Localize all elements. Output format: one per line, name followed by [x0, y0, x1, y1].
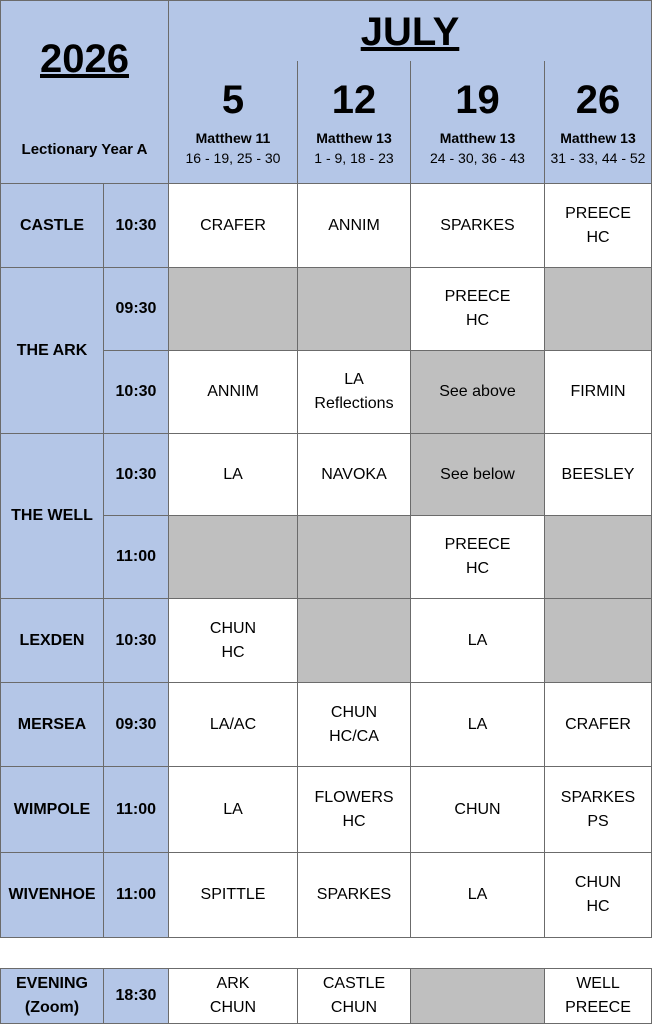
day-number: 26: [575, 78, 621, 122]
preacher: LA: [344, 371, 364, 388]
rota-cell-empty: [297, 598, 411, 683]
venue-name: WIMPOLE: [13, 800, 91, 818]
rota-cell: [297, 682, 411, 767]
rota-cell: [544, 433, 652, 516]
rota-cell-empty: [544, 515, 652, 599]
service-type: HC: [342, 812, 366, 830]
venue-name: THE ARK: [16, 341, 88, 359]
service-type: PS: [587, 812, 609, 830]
rota-cell: [168, 183, 298, 268]
service-type: HC/CA: [329, 727, 379, 745]
preacher: ANNIM: [207, 383, 259, 400]
preacher: PREECE: [565, 204, 631, 222]
time-cell: [103, 183, 169, 268]
venue-subtitle: (Zoom): [24, 999, 80, 1016]
venue-cell-lexden: [0, 598, 104, 683]
rota-cell: [168, 852, 298, 938]
preacher: CHUN: [330, 703, 378, 721]
preacher: PREECE: [444, 288, 511, 305]
venue-name: WIVENHOE: [8, 886, 96, 903]
service-time: 10:30: [115, 465, 157, 483]
time-cell: [103, 267, 169, 351]
rota-cell: [297, 183, 411, 268]
rota-cell: [544, 183, 652, 268]
rota-cell: [410, 515, 545, 599]
month-cell: [168, 0, 652, 62]
rota-cell: [168, 433, 298, 516]
evening-location: ARK: [216, 975, 250, 992]
preacher: CRAFER: [565, 715, 631, 733]
preacher: LA: [467, 715, 488, 733]
time-cell: [103, 852, 169, 938]
preacher: LA: [467, 886, 488, 903]
service-time: 11:00: [115, 800, 157, 818]
rota-cell-empty: [544, 267, 652, 351]
service-time: 10:30: [115, 216, 157, 234]
reading-book: Matthew 13: [439, 130, 516, 146]
day-column-header: [544, 61, 652, 184]
rota-cell: [544, 766, 652, 853]
preacher: CHUN: [209, 999, 257, 1016]
venue-name: LEXDEN: [19, 631, 85, 649]
service-type: HC: [465, 312, 490, 329]
preacher: ANNIM: [328, 216, 380, 234]
day-column-header: [168, 61, 298, 184]
preacher: CHUN: [454, 800, 501, 818]
venue-cell-mersea: [0, 682, 104, 767]
rota-cell-empty: [168, 267, 298, 351]
time-cell: [103, 682, 169, 767]
time-cell: [103, 350, 169, 434]
venue-cell-the-well: [0, 433, 104, 599]
preacher: LA/AC: [209, 715, 257, 733]
preacher: LA: [223, 465, 243, 483]
day-number: 12: [331, 78, 377, 122]
time-cell: [103, 968, 169, 1024]
venue-cell-evening: [0, 968, 104, 1024]
day-number: 5: [221, 78, 245, 122]
venue-name: THE WELL: [11, 507, 93, 524]
rota-cell: [410, 433, 545, 516]
time-cell: [103, 766, 169, 853]
time-cell: [103, 515, 169, 599]
rota-cell: [410, 598, 545, 683]
rota-cell-empty: [168, 515, 298, 599]
rota-cell: [410, 852, 545, 938]
reading-verses: 24 - 30, 36 - 43: [430, 150, 525, 166]
rota-cell: [297, 433, 411, 516]
service-type: HC: [221, 643, 245, 661]
service-time: 11:00: [115, 548, 157, 565]
venue-cell-wivenhoe: [0, 852, 104, 938]
reading-verses: 1 - 9, 18 - 23: [314, 150, 394, 166]
rota-cell-empty: [410, 968, 545, 1024]
lectionary-label: Lectionary Year A: [21, 140, 148, 158]
day-number: 19: [455, 78, 500, 122]
service-time: 09:30: [115, 300, 157, 317]
rota-cell: [168, 682, 298, 767]
rota-cell: [168, 968, 298, 1024]
day-column-header: [410, 61, 545, 184]
reading-book: Matthew 13: [560, 130, 636, 146]
rota-cell-empty: [544, 598, 652, 683]
rota-cell: [544, 350, 652, 434]
rota-cell: [410, 267, 545, 351]
rota-cell: [297, 852, 411, 938]
year-cell: [0, 0, 169, 116]
lectionary-cell: [0, 116, 169, 184]
preacher: FIRMIN: [570, 383, 626, 400]
preacher: CHUN: [330, 999, 378, 1016]
preacher: CHUN: [209, 619, 257, 637]
service-type: HC: [586, 898, 610, 915]
preacher: LA: [467, 631, 488, 649]
preacher: SPITTLE: [200, 886, 266, 903]
rota-cell: [410, 183, 545, 268]
service-type: Reflections: [314, 395, 394, 412]
rota-cell: [544, 682, 652, 767]
rota-cell: [297, 350, 411, 434]
preacher: PREECE: [444, 536, 511, 553]
service-time: 10:30: [115, 383, 157, 400]
rota-cell: [297, 766, 411, 853]
note: See above: [439, 383, 516, 400]
preacher: PREECE: [565, 999, 631, 1016]
service-time: 11:00: [115, 886, 157, 903]
preacher: CRAFER: [200, 216, 266, 234]
service-time: 18:30: [115, 987, 157, 1004]
preacher: SPARKES: [560, 788, 636, 806]
evening-location: CASTLE: [322, 975, 386, 992]
preacher: NAVOKA: [321, 465, 387, 483]
rota-cell-empty: [297, 515, 411, 599]
note: See below: [440, 465, 515, 483]
preacher: FLOWERS: [314, 788, 394, 806]
venue-name: CASTLE: [20, 216, 84, 234]
reading-verses: 31 - 33, 44 - 52: [550, 150, 646, 166]
service-time: 10:30: [115, 631, 157, 649]
preacher: SPARKES: [316, 886, 392, 903]
rota-cell: [544, 968, 652, 1024]
rota-cell: [544, 852, 652, 938]
preacher: SPARKES: [440, 216, 515, 234]
preacher: LA: [223, 800, 243, 818]
rota-cell: [297, 968, 411, 1024]
reading-book: Matthew 13: [316, 130, 392, 146]
service-type: HC: [586, 228, 610, 246]
reading-book: Matthew 11: [195, 130, 271, 146]
evening-location: WELL: [576, 975, 620, 992]
month-label: JULY: [360, 9, 460, 54]
rota-cell: [168, 766, 298, 853]
rota-cell: [168, 350, 298, 434]
day-column-header: [297, 61, 411, 184]
service-type: HC: [465, 560, 490, 577]
reading-verses: 16 - 19, 25 - 30: [185, 150, 281, 166]
preacher: BEESLEY: [561, 465, 635, 483]
preacher: CHUN: [574, 874, 622, 891]
venue-cell-castle: [0, 183, 104, 268]
rota-cell: [168, 598, 298, 683]
rota-cell: [410, 766, 545, 853]
rota-cell-empty: [297, 267, 411, 351]
time-cell: [103, 598, 169, 683]
rota-cell: [410, 350, 545, 434]
rota-cell: [410, 682, 545, 767]
time-cell: [103, 433, 169, 516]
venue-name: MERSEA: [17, 715, 87, 733]
venue-cell-wimpole: [0, 766, 104, 853]
service-time: 09:30: [115, 715, 157, 733]
year-label: 2026: [40, 36, 129, 81]
venue-name: EVENING: [15, 975, 88, 992]
venue-cell-the-ark: [0, 267, 104, 434]
